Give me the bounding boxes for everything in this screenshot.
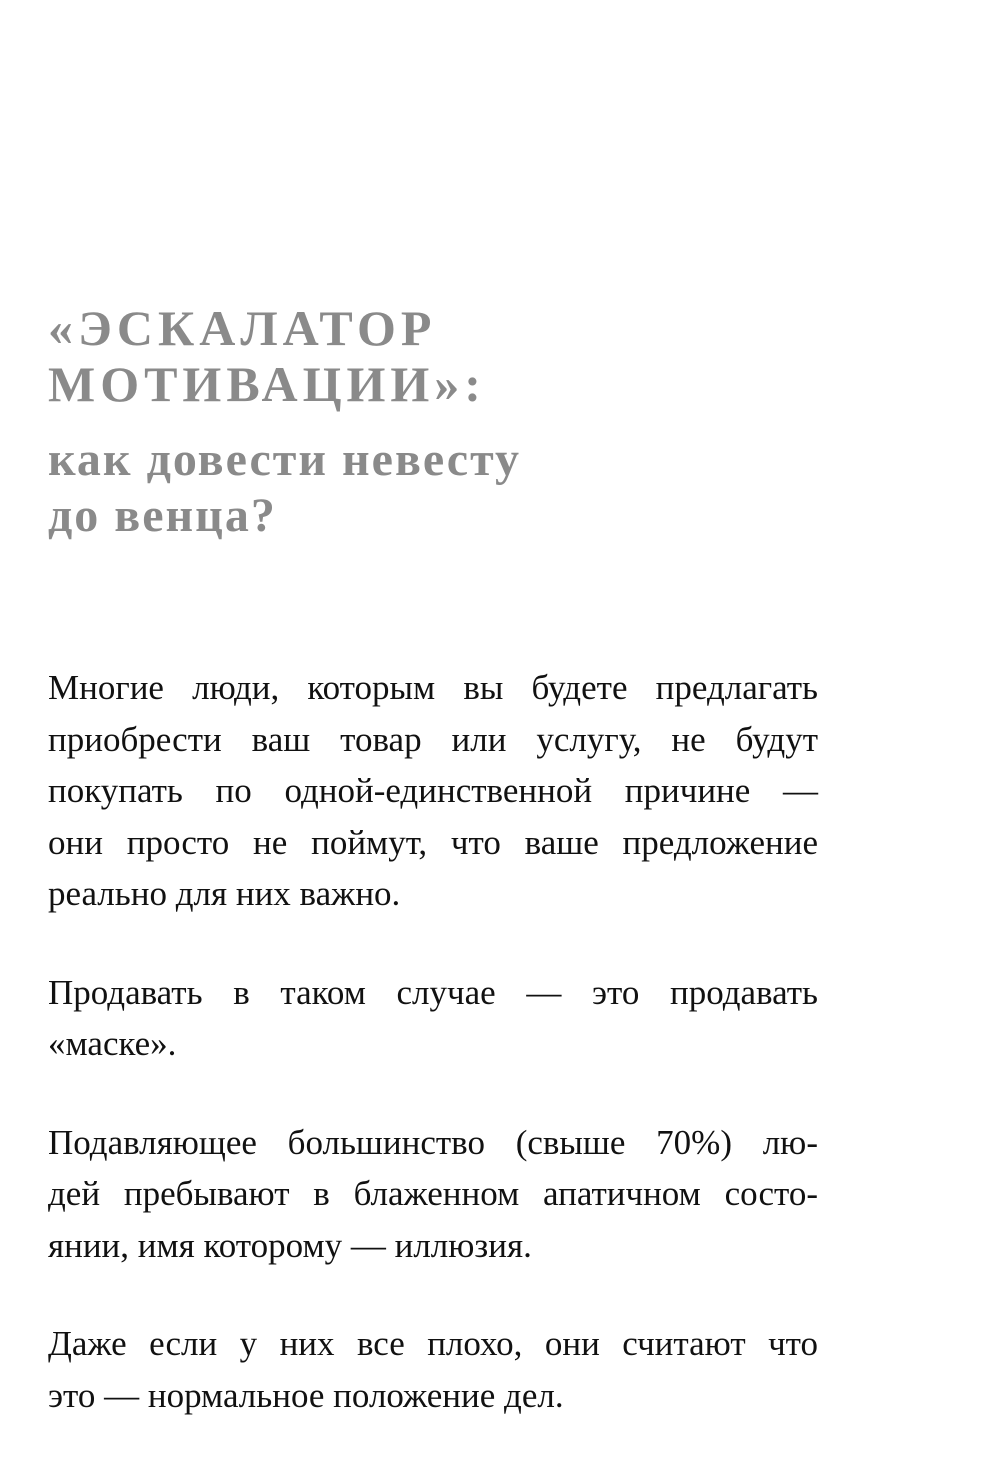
text-line: «маске».	[48, 1024, 177, 1063]
text-line: Продавать в таком случае — это продавать	[48, 972, 818, 1012]
heading-line: МОТИВАЦИИ»:	[48, 356, 486, 412]
heading-subtitle-line: до венца?	[48, 489, 277, 542]
heading-line: «ЭСКАЛАТОР	[48, 300, 437, 356]
text-line: приобрести ваш товар или услугу, не будут	[48, 719, 818, 759]
paragraph	[48, 662, 818, 920]
paragraph	[48, 967, 818, 1070]
text-line: Даже если у них все плохо, они считают что	[48, 1324, 818, 1363]
text-line: Подавляющее большинство (свыше 70%) лю-	[48, 1122, 818, 1162]
text-line: янии, имя которому — иллюзия.	[48, 1225, 532, 1265]
chapter-heading	[48, 300, 521, 544]
paragraph	[48, 1117, 818, 1272]
paragraph	[48, 1318, 818, 1421]
text-line: покупать по одной-единственной причине —	[48, 771, 818, 810]
heading-subtitle-line: как довести невесту	[48, 433, 522, 486]
body-text	[48, 662, 818, 1468]
text-line: реально для них важно.	[48, 874, 401, 913]
text-line: они просто не поймут, что ваше предложение	[48, 822, 818, 862]
text-line: Многие люди, которым вы будете предлагать	[48, 668, 818, 707]
text-line: дей пребывают в блаженном апатичном состо-	[48, 1174, 818, 1213]
text-line: это — нормальное положение дел.	[48, 1375, 564, 1415]
